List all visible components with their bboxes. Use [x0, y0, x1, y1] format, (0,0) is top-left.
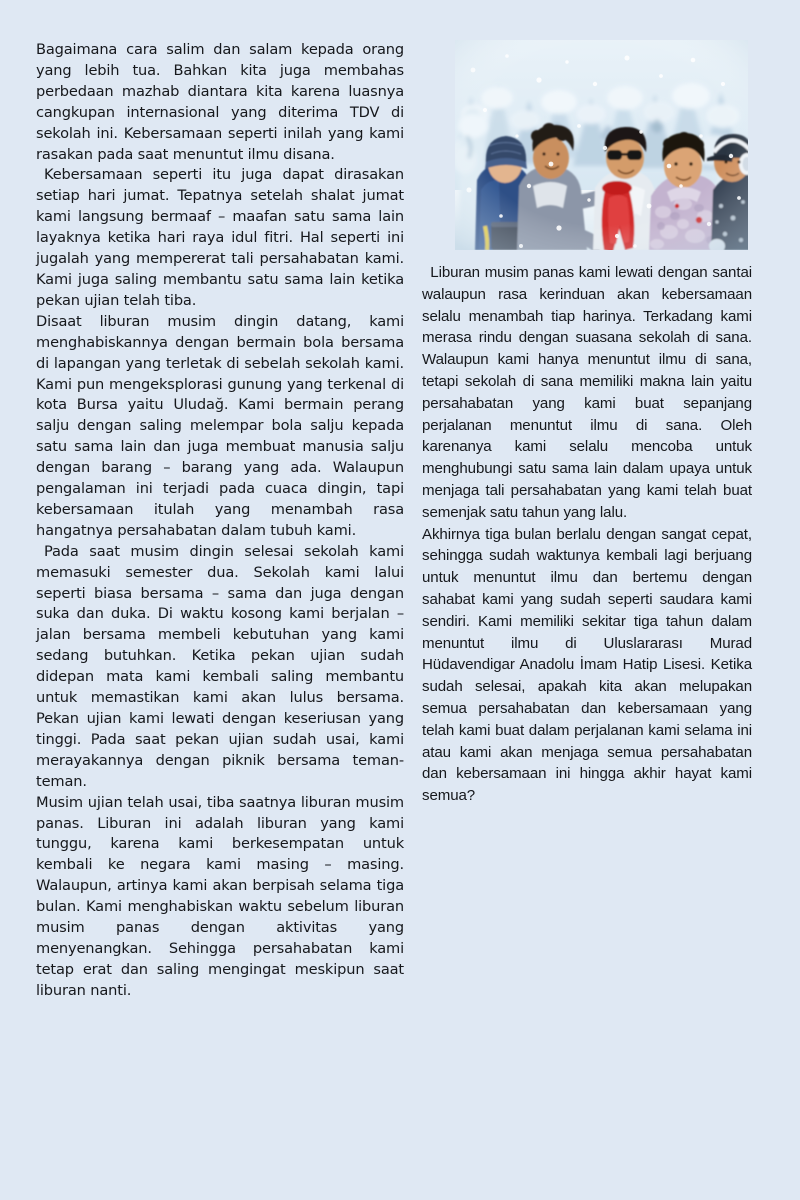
article-column-right: [422, 262, 752, 807]
paragraph: Kebersamaan seperti itu juga dapat dirasakan setiap hari jumat. Tepatnya setelah shalat jumat kami langsung bermaaf – maafan satu sama lain layaknya ketika hari raya idul fitri. Hal seperti ini jugalah yang mempererat tali persahabatan kami. Kami juga saling membantu satu sama lain ketika pekan ujian telah tiba.: [36, 166, 404, 309]
paragraph: Liburan musim panas kami lewati dengan santai walaupun rasa kerinduan akan kebersamaan selalu menambah tiap harinya. Terkadang kami merasa rindu dengan suasana sekolah di sana. Walaupun kami hanya menuntut ilmu di sana, tetapi sekolah di sana memiliki makna lain yaitu persahabatan yang kami buat sepanjang perjalanan menuntut ilmu di sana. Oleh karenanya kami selalu mencoba untuk menghubungi satu sama lain dalam upaya untuk menjaga tali persahabatan yang kami telah buat semenjak satu tahun yang lalu.: [422, 264, 752, 521]
article-column-left: [36, 40, 404, 1002]
snow-forest-friends-photo: [455, 40, 748, 250]
paragraph: Bagaimana cara salim dan salam kepada orang yang lebih tua. Bahkan kita juga membahas perbedaan mazhab diantara kita karena luasnya cangkupan internasional yang diterima TDV di sekolah ini. Kebersamaan seperti inilah yang kami rasakan pada saat menuntut ilmu disana.: [36, 41, 404, 163]
paragraph: Musim ujian telah usai, tiba saatnya liburan musim panas. Liburan ini adalah liburan yang kami tunggu, karena kami berkesempatan untuk kembali ke negara kami masing – masing. Walaupun, artinya kami akan berpisah selama tiga bulan. Kami menghabiskan waktu sebelum liburan musim panas dengan aktivitas yang menyenangkan. Sehingga persahabatan kami tetap erat dan saling mengingat meskipun saat liburan nanti.: [36, 793, 404, 999]
photo-illustration: [455, 40, 748, 250]
paragraph: Akhirnya tiga bulan berlalu dengan sangat cepat, sehingga sudah waktunya kembali lagi berjuang untuk menuntut ilmu dan bertemu dengan sahabat kami yang sudah seperti saudara kami sendiri. Kami memiliki sekitar tiga tahun dalam menuntut ilmu di Uluslararası Murad Hüdavendigar Anadolu İmam Hatip Lisesi. Ketika sudah selesai, apakah kita akan melupakan semua persahabatan dan kebersamaan yang telah kami buat dalam perjalanan kami selama ini atau kami akan menjaga semua persahabatan dan kebersamaan ini hingga akhir hayat kami semua?: [422, 525, 752, 805]
paragraph: Pada saat musim dingin selesai sekolah kami memasuki semester dua. Sekolah kami lalui seperti biasa bersama – sama dan juga dengan suka dan duka. Di waktu kosong kami berjalan – jalan bersama membeli kebutuhan yang kami sedang butuhkan. Ketika pekan ujian sudah didepan mata kami kembali saling membantu untuk memastikan kami akan lulus bersama. Pekan ujian kami lewati dengan keseriusan yang tinggi. Pada saat pekan ujian sudah usai, kami merayakannya dengan piknik bersama teman-teman.: [36, 542, 404, 790]
paragraph: Disaat liburan musim dingin datang, kami menghabiskannya dengan bermain bola bersama di lapangan yang terletak di sebelah sekolah kami. Kami pun mengeksplorasi gunung yang terkenal di kota Bursa yaitu Uludağ. Kami bermain perang salju dengan saling melempar bola salju kepada satu sama lain dan juga membuat manusia salju dengan barang – barang yang ada. Walaupun pengalaman ini terjadi pada cuaca dingin, tapi kebersamaan itulah yang menambah rasa hangatnya persahabatan dalam tubuh kami.: [36, 312, 404, 539]
